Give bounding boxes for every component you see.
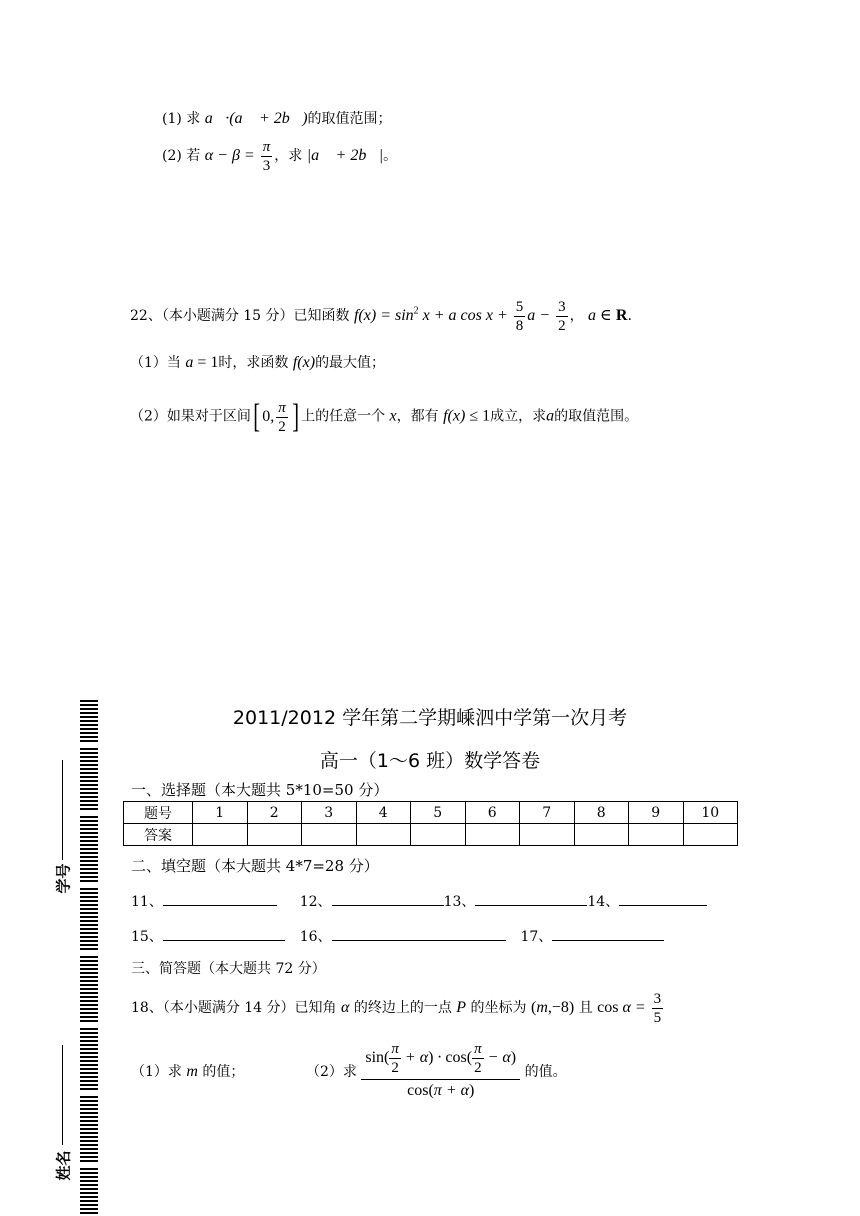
- q18-part1-text: （1）求: [131, 1064, 182, 1080]
- q21-part2-formula: α − β = $\frac{\pi}{3}$: [204, 139, 271, 174]
- blank-11[interactable]: [163, 891, 277, 906]
- q22-part2-mid2: ，都有: [396, 408, 439, 425]
- q22-part1-f: f(x): [292, 354, 316, 371]
- blank-17[interactable]: [552, 926, 664, 941]
- binding-gap: [80, 882, 98, 886]
- table-row: [124, 824, 738, 846]
- q22-part1-text: （1）当: [130, 355, 181, 371]
- q22-part1-mid: 时，求函数: [218, 355, 289, 371]
- blank-label-17: 17、: [520, 929, 553, 945]
- q22-part2-text: （2）如果对于区间: [130, 408, 251, 425]
- binding-gap: [80, 812, 98, 816]
- section-choice-heading: 一、选择题（本大题共 5*10=50 分）: [131, 781, 389, 799]
- blank-15[interactable]: [163, 926, 285, 941]
- q18-header-mid: 的终边上的一点: [353, 1000, 452, 1017]
- q22-part2-ineq: f(x) ≤ 1: [443, 407, 491, 425]
- blank-label-12: 12、: [299, 894, 332, 910]
- binding-dashes: [80, 700, 98, 1216]
- q22-header: 22、（本小题满分 15 分）已知函数 $f(x) = \sin^2 x + a$ cos x + $\frac{5}{8}$ a − $\frac{3}{2}$ ， a ∈ R.: [130, 299, 632, 334]
- answer-sheet-subtitle: 高一（1～6 班）数学答卷: [319, 750, 541, 772]
- answer-cell[interactable]: [465, 824, 520, 846]
- q18-header-text: 18、（本小题满分 14 分）已知角: [131, 1000, 337, 1017]
- q21-part1-text: 求: [186, 111, 201, 127]
- q21-part2-tail: 。: [383, 148, 398, 165]
- blank-14[interactable]: [619, 891, 707, 906]
- q21-part2-text: 若: [186, 148, 201, 165]
- answer-cell[interactable]: [356, 824, 411, 846]
- q18-alpha: α: [340, 999, 350, 1017]
- q18-coords: (m,−8): [530, 999, 575, 1017]
- q22-part1-tail: 的最大值；: [315, 355, 386, 371]
- q22-function: $f(x) = \sin^2 x + a$ cos x + $\frac{5}{8}$ a − $\frac{3}{2}$: [353, 299, 566, 334]
- q18-header-mid2: 的坐标为: [470, 1000, 527, 1017]
- q22-part2-a: a: [546, 407, 555, 425]
- q18-m: m: [186, 1063, 198, 1080]
- binding-gap: [80, 1022, 98, 1026]
- student-no-line: [62, 760, 63, 860]
- q22-part2: [130, 398, 638, 436]
- blank-label-15: 15、: [131, 929, 163, 945]
- blank-16[interactable]: [332, 926, 506, 941]
- q18-part2: [306, 1040, 567, 1102]
- answer-cell[interactable]: [520, 824, 575, 846]
- q18-part2-text: （2）求: [306, 1064, 357, 1080]
- answer-cell[interactable]: [683, 824, 738, 846]
- fill-row-1: [131, 891, 707, 911]
- q18-expression: sin( $\frac{\pi}{2}$ + α) · cos( $\frac{\pi}{2}$ − α) cos(π + α): [361, 1040, 520, 1102]
- table-cell-number: 6: [465, 802, 520, 824]
- name-line: [62, 1045, 63, 1145]
- table-cell-number: 10: [683, 802, 738, 824]
- choice-answer-table: [123, 801, 738, 846]
- answer-cell[interactable]: [574, 824, 629, 846]
- blank-label-14: 14、: [587, 894, 620, 910]
- q21-part1-label: (1): [162, 111, 182, 127]
- student-no-label: 学号: [54, 863, 73, 894]
- blank-label-16: 16、: [299, 929, 332, 945]
- q18-part2-tail: 的值。: [524, 1064, 567, 1080]
- table-head-question: 题号: [124, 802, 193, 824]
- table-cell-number: 5: [411, 802, 466, 824]
- q22-domain: a ∈ R: [588, 307, 628, 325]
- name-label: 姓名: [54, 1150, 73, 1181]
- binding-gap: [80, 1162, 98, 1166]
- q21-part2-label: (2): [162, 148, 182, 165]
- q18-header-mid3: 且: [578, 1000, 593, 1017]
- table-row: [124, 802, 738, 824]
- q21-part2: [162, 138, 397, 175]
- binding-gap: [80, 1092, 98, 1096]
- q18-cos: cos α = $\frac{3}{5}$: [597, 991, 662, 1026]
- q22-part2-mid3: 成立，求: [490, 408, 547, 425]
- answer-cell[interactable]: [193, 824, 248, 846]
- blank-13[interactable]: [475, 891, 587, 906]
- table-cell-number: 2: [247, 802, 302, 824]
- q18-header: [131, 990, 665, 1027]
- answer-cell[interactable]: [302, 824, 357, 846]
- answer-cell[interactable]: [247, 824, 302, 846]
- binding-gap: [80, 952, 98, 956]
- answer-cell[interactable]: [629, 824, 684, 846]
- q22-part1-cond: a = 1: [185, 354, 219, 371]
- q21-part1-tail: 的取值范围；: [307, 111, 392, 127]
- blank-label-11: 11、: [131, 894, 163, 910]
- q21-part2-norm: |a⃗ + 2b⃗|: [306, 147, 384, 165]
- table-cell-number: 4: [356, 802, 411, 824]
- q22-interval: [ 0, $\frac{\pi}{2}$ ]: [253, 398, 299, 435]
- table-cell-number: 9: [629, 802, 684, 824]
- table-cell-number: 8: [574, 802, 629, 824]
- q22-part2-tail: 的取值范围。: [554, 408, 639, 425]
- table-cell-number: 1: [193, 802, 248, 824]
- answer-sheet-title: 2011/2012 学年第二学期嵊泗中学第一次月考: [232, 707, 628, 729]
- table-cell-number: 3: [302, 802, 357, 824]
- blank-12[interactable]: [332, 891, 444, 906]
- blank-label-13: 13、: [443, 894, 476, 910]
- q18-part1-tail: 的值；: [202, 1064, 245, 1080]
- q21-part2-mid: ，求: [274, 148, 303, 165]
- q21-part1-formula: a⃗·(a⃗ + 2b⃗): [204, 110, 308, 127]
- table-cell-number: 7: [520, 802, 575, 824]
- section-essay-heading: 三、简答题（本大题共 72 分）: [131, 961, 326, 977]
- q22-part2-x: x: [389, 407, 397, 425]
- answer-cell[interactable]: [411, 824, 466, 846]
- q18-point: P: [456, 999, 467, 1017]
- q22-part2-mid: 上的任意一个: [301, 408, 386, 425]
- fill-row-2: [131, 926, 664, 946]
- q22-part1: [130, 352, 385, 372]
- table-head-answer: 答案: [124, 824, 193, 846]
- q21-part1: [162, 108, 392, 128]
- q18-part1: [131, 1061, 244, 1081]
- section-fill-heading: 二、填空题（本大题共 4*7=28 分）: [131, 857, 379, 875]
- q22-header-text: 22、（本小题满分 15 分）已知函数: [130, 308, 350, 325]
